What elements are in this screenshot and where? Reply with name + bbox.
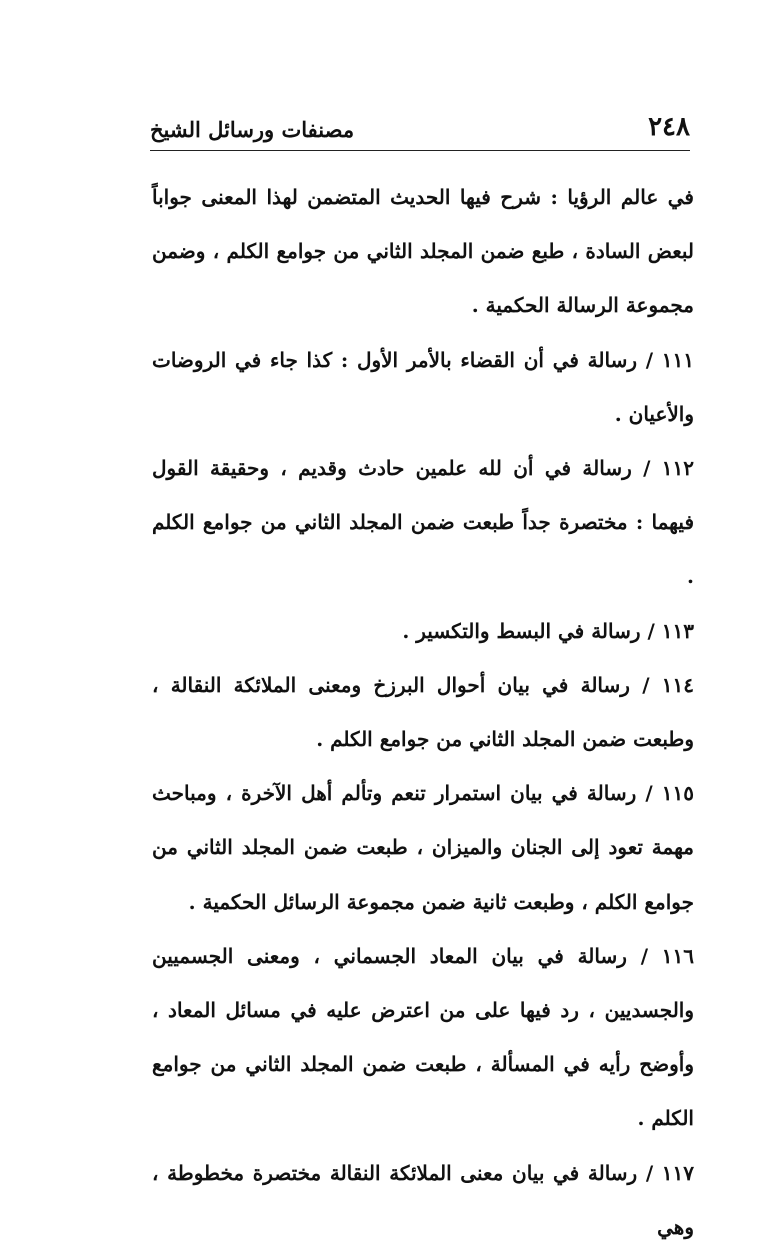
- paragraph-text: في عالم الرؤيا : شرح فيها الحديث المتضمن لهذا المعنى جواباً لبعض السادة ، طبع ضمن المجلد الثاني من جوامع الكلم ، وضمن مجموعة الرسالة الحكمية .: [152, 185, 694, 318]
- body-text: [152, 170, 694, 1254]
- item-separator: /: [631, 456, 662, 481]
- running-title: مصنفات ورسائل الشيخ: [150, 117, 355, 142]
- item-separator: /: [629, 672, 662, 697]
- item-separator: /: [637, 1160, 662, 1185]
- paragraph-item-113: [152, 604, 694, 658]
- paragraph-item-115: [152, 766, 694, 929]
- paragraph-item-111: [152, 333, 694, 441]
- paragraph-continuation: [152, 170, 694, 333]
- item-separator: /: [637, 347, 662, 372]
- item-number: ١١٣: [661, 618, 694, 643]
- paragraph-text: رسالة في البسط والتكسير .: [402, 618, 641, 643]
- item-number: ١١٦: [661, 943, 694, 968]
- paragraph-text: رسالة في بيان معنى الملائكة النقالة مختصرة مخطوطة ، وهي: [152, 1160, 694, 1239]
- item-separator: /: [626, 943, 662, 968]
- item-number: ١١١: [661, 347, 695, 372]
- item-separator: /: [640, 618, 662, 643]
- paragraph-text: رسالة في أن لله علمين حادث وقديم ، وحقيقة القول فيهما : مختصرة جداً طبعت ضمن المجلد الثاني من جوامع الكلم .: [152, 456, 694, 589]
- page-header: [150, 98, 690, 151]
- page-number: ٢٤٨: [648, 112, 690, 142]
- paragraph-item-116: [152, 929, 694, 1146]
- paragraph-item-112: [152, 441, 694, 604]
- item-number: ١١٤: [661, 672, 694, 697]
- paragraph-item-117: [152, 1146, 694, 1254]
- paragraph-text: رسالة في بيان استمرار تنعم وتألم أهل الآخرة ، ومباحث مهمة تعود إلى الجنان والميزان ، طبعت ضمن المجلد الثاني من جوامع الكلم ، وطبعت ثانية ضمن مجموعة الرسائل الحكمية .: [152, 781, 694, 914]
- paragraph-item-114: [152, 658, 694, 766]
- item-number: ١١٢: [661, 456, 694, 481]
- item-separator: /: [636, 781, 662, 806]
- item-number: ١١٥: [661, 781, 694, 806]
- item-number: ١١٧: [661, 1160, 694, 1185]
- paragraph-text: رسالة في بيان المعاد الجسماني ، ومعنى الجسميين والجسديين ، رد فيها على من اعترض عليه في مسائل المعاد ، وأوضح رأيه في المسألة ، طبعت ضمن المجلد الثاني من جوامع الكلم .: [152, 943, 694, 1131]
- paragraph-text: رسالة في أن القضاء بالأمر الأول : كذا جاء في الروضات والأعيان .: [152, 347, 694, 426]
- paragraph-text: رسالة في بيان أحوال البرزخ ومعنى الملائكة النقالة ، وطبعت ضمن المجلد الثاني من جوامع الكلم .: [152, 672, 694, 752]
